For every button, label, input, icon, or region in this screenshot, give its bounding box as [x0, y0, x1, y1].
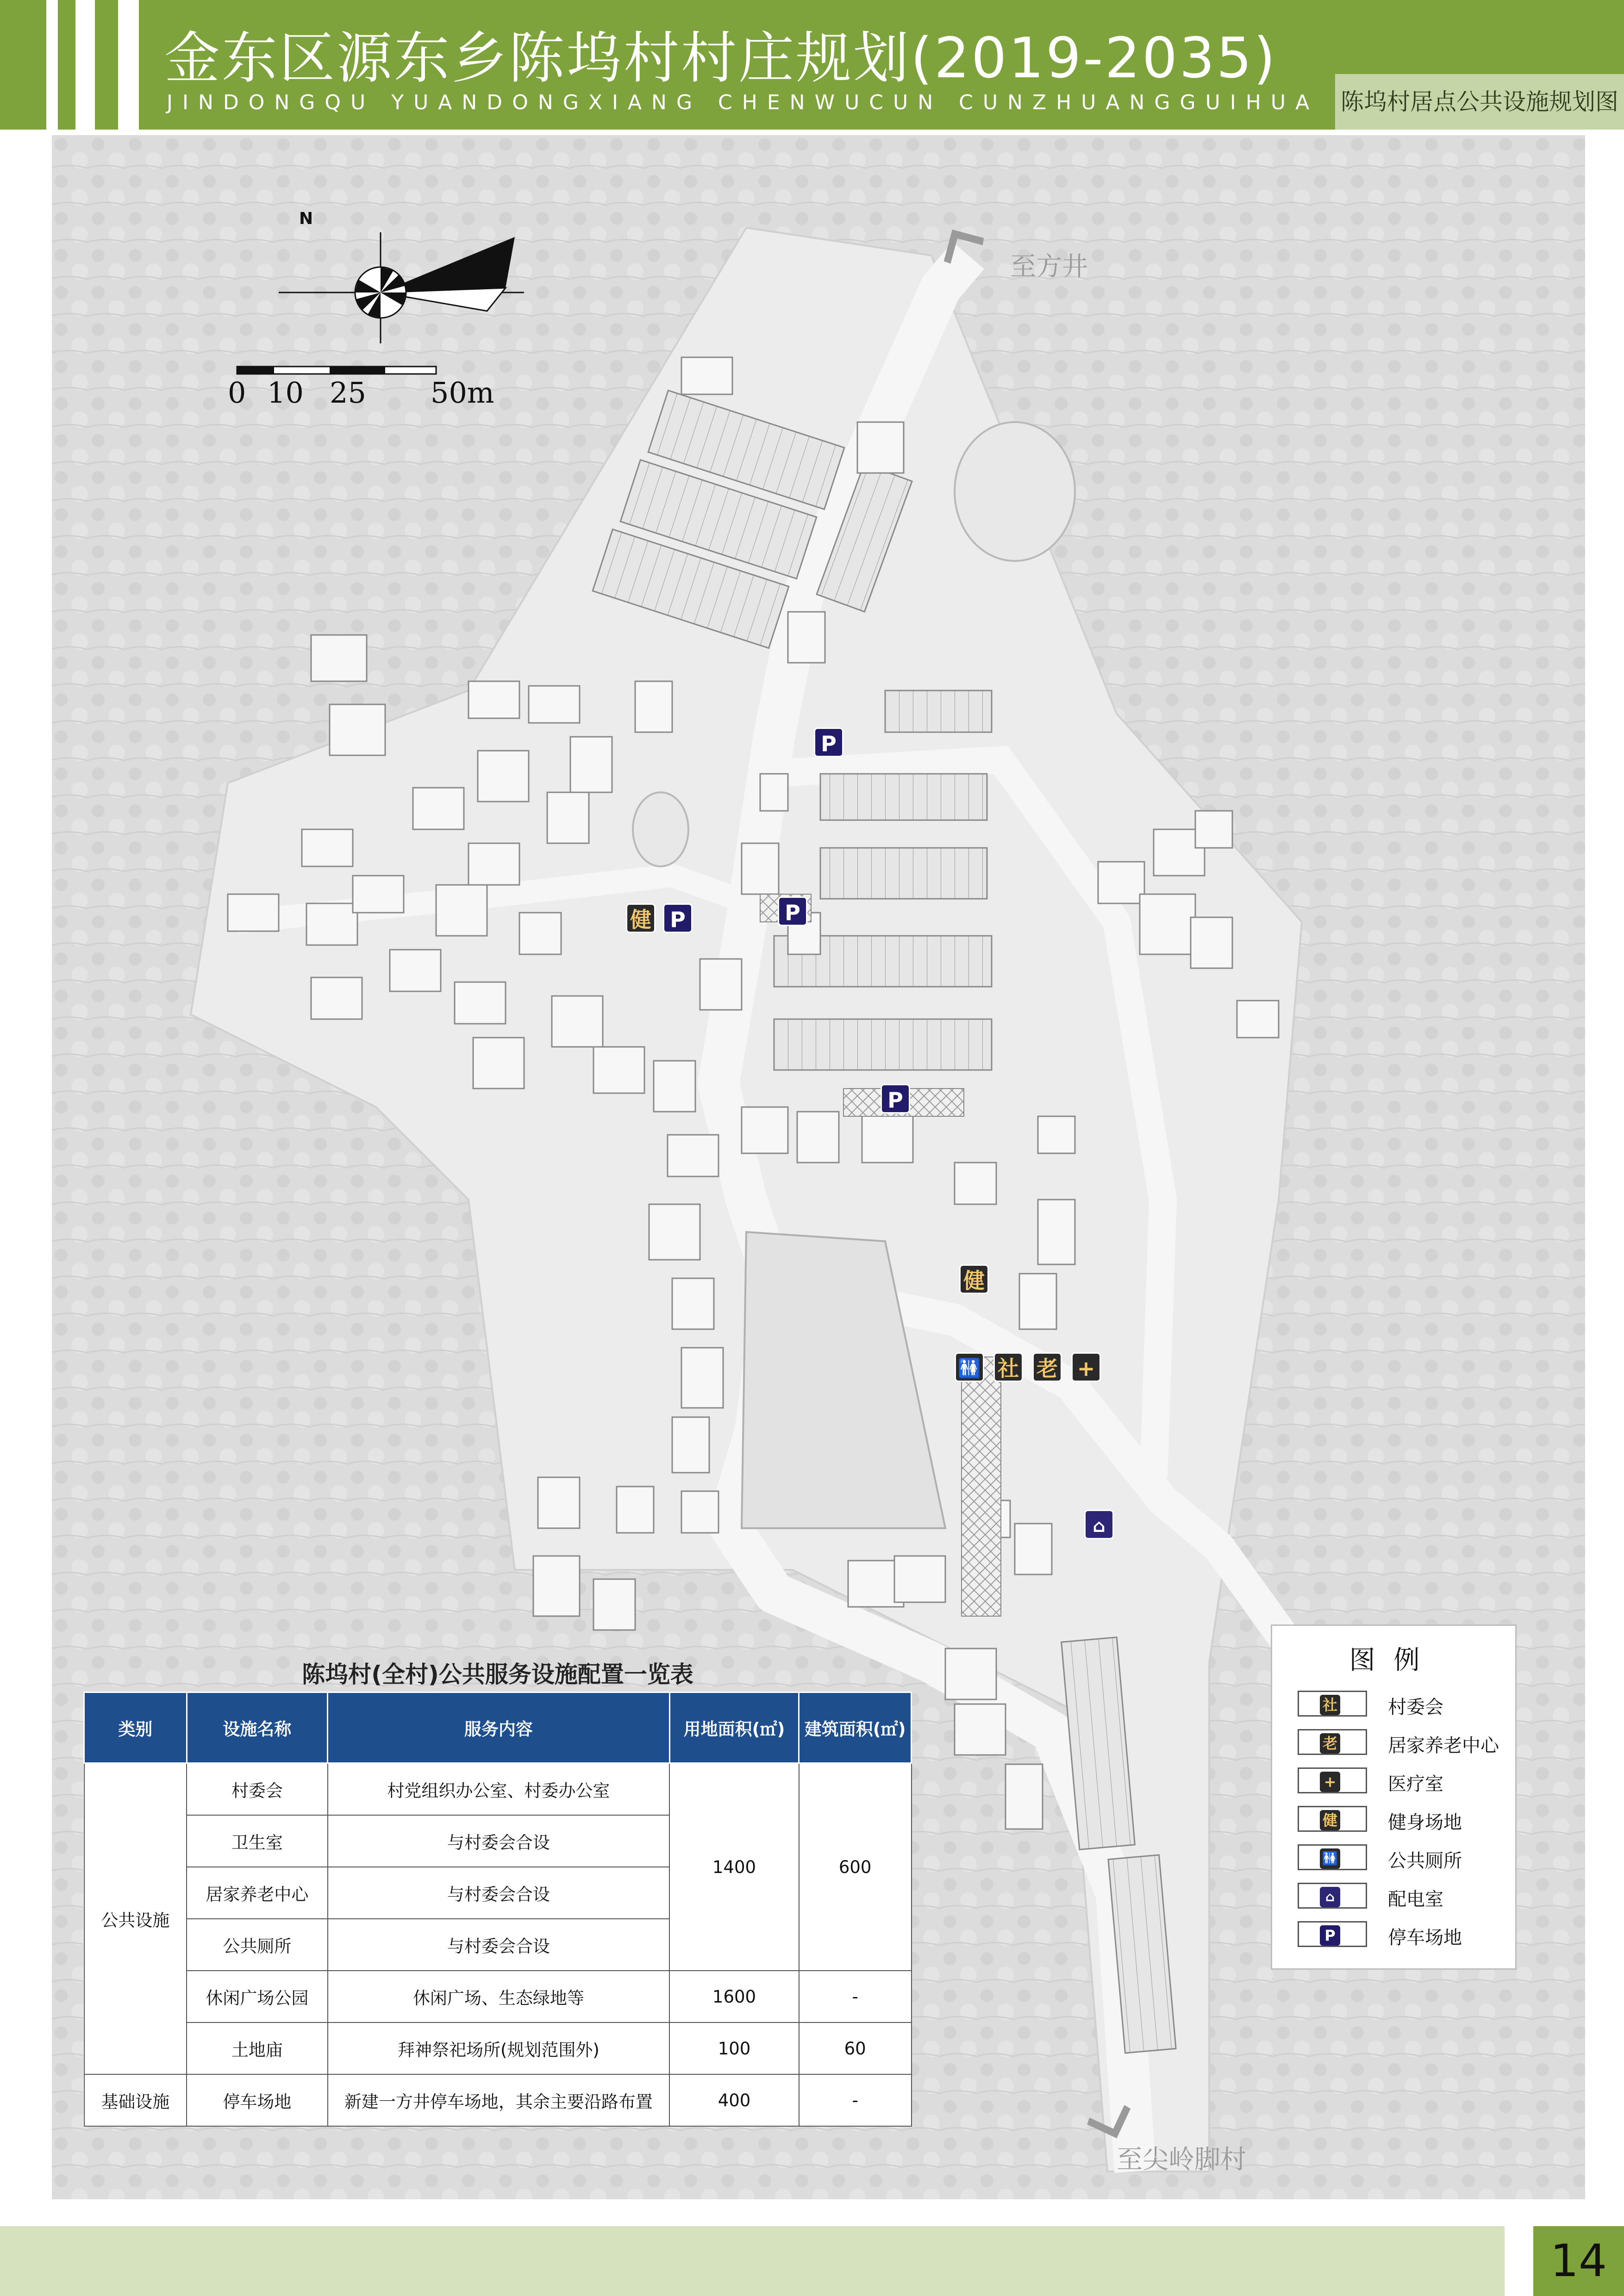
page-header [0, 0, 1624, 130]
parking-icon: P [1320, 1925, 1340, 1946]
facility-name-cell: 休闲广场公园 [187, 1971, 327, 2022]
land-area-cell: 400 [669, 2074, 799, 2126]
scale-bar [237, 367, 436, 374]
facility-name-cell: 居家养老中心 [187, 1867, 327, 1919]
facility-name-cell: 村委会 [187, 1763, 327, 1816]
pond [633, 792, 688, 866]
scale-label: 25 [330, 376, 366, 410]
page-subtitle: JINDONGQU YUANDONGXIANG CHENWUCUN CUNZHUANGGUIHUA [167, 91, 1319, 114]
building-area-cell: - [799, 1971, 912, 2022]
legend-label: 村委会 [1388, 1697, 1443, 1718]
community-icon: 社 [1320, 1695, 1340, 1715]
legend-swatch [1298, 1844, 1367, 1870]
road-label-north: 至方井 [1010, 252, 1088, 282]
fitness-icon: 健 [959, 1264, 989, 1294]
civic-building-yard [962, 1357, 1001, 1616]
footer-band [0, 2226, 1505, 2296]
header-stripe [58, 0, 75, 130]
facility-table [83, 1692, 912, 2127]
map-legend [1271, 1624, 1517, 1970]
column-header: 用地面积(㎡) [669, 1692, 799, 1763]
scale-label: 50m [431, 376, 494, 410]
table-row [84, 2022, 912, 2074]
building-area-cell: - [799, 2074, 912, 2126]
toilet-icon: 🚻 [955, 1352, 984, 1382]
column-header: 服务内容 [328, 1692, 670, 1763]
scale-label: 10 [267, 376, 304, 410]
service-content-cell: 与村委会合设 [328, 1867, 670, 1919]
legend-swatch [1298, 1767, 1367, 1793]
pond [955, 422, 1075, 561]
table-row [84, 1971, 912, 2022]
building-area-cell: 600 [799, 1763, 912, 1971]
power-room-icon: ⌂ [1084, 1510, 1114, 1539]
elderly-center-icon: 老 [1032, 1352, 1062, 1382]
facility-name-cell: 土地庙 [187, 2022, 327, 2074]
header-stripe [0, 0, 46, 130]
parking-icon: P [881, 1084, 910, 1114]
land-area-cell: 1600 [669, 1971, 799, 2022]
table-title: 陈坞村(全村)公共服务设施配置一览表 [302, 1661, 693, 1688]
column-header: 类别 [84, 1692, 187, 1763]
parking-icon: P [778, 896, 807, 926]
service-content-cell: 与村委会合设 [328, 1919, 670, 1971]
header-stripe [95, 0, 118, 130]
road-label-south: 至尖岭脚村 [1117, 2145, 1246, 2175]
fitness-icon: 健 [626, 903, 656, 933]
service-content-cell: 新建一方井停车场地，其余主要沿路布置 [328, 2074, 670, 2126]
legend-label: 健身场地 [1388, 1812, 1462, 1833]
legend-label: 配电室 [1388, 1889, 1443, 1910]
page-number: 14 [1533, 2226, 1624, 2296]
facility-name-cell: 停车场地 [187, 2074, 327, 2126]
category-cell: 公共设施 [84, 1763, 187, 2075]
page-title: 金东区源东乡陈坞村村庄规划(2019-2035) [164, 26, 1277, 91]
table-row [84, 1763, 912, 1816]
toilet-icon: 🚻 [1320, 1848, 1340, 1869]
column-header: 设施名称 [187, 1692, 327, 1763]
legend-swatch [1298, 1729, 1367, 1755]
service-content-cell: 休闲广场、生态绿地等 [328, 1971, 670, 2022]
legend-swatch [1298, 1806, 1367, 1832]
category-cell: 基础设施 [84, 2074, 187, 2126]
table-row [84, 2074, 912, 2126]
community-icon: 社 [993, 1352, 1023, 1382]
legend-label: 停车场地 [1388, 1927, 1462, 1948]
legend-swatch [1298, 1921, 1367, 1947]
legend-label: 医疗室 [1388, 1773, 1443, 1795]
land-area-cell: 100 [669, 2022, 799, 2074]
service-content-cell: 拜神祭祀场所(规划范围外) [328, 2022, 670, 2074]
building-area-cell: 60 [799, 2022, 912, 2074]
table-header-row [84, 1692, 912, 1763]
facility-name-cell: 公共厕所 [187, 1919, 327, 1971]
column-header: 建筑面积(㎡) [799, 1692, 912, 1763]
service-content-cell: 村党组织办公室、村委办公室 [328, 1763, 670, 1816]
legend-swatch [1298, 1883, 1367, 1909]
legend-title: 图例 [1349, 1645, 1438, 1675]
land-area-cell: 1400 [669, 1763, 799, 1971]
service-content-cell: 与村委会合设 [328, 1815, 670, 1867]
legend-swatch [1298, 1691, 1367, 1717]
elderly-center-icon: 老 [1320, 1733, 1340, 1754]
facility-name-cell: 卫生室 [187, 1815, 327, 1867]
north-label: N [299, 209, 313, 228]
parking-icon: P [814, 728, 843, 757]
parking-icon: P [663, 903, 693, 933]
sheet-name: 陈坞村居点公共设施规划图 [1335, 74, 1624, 130]
scale-label: 0 [228, 376, 246, 410]
fitness-icon: 健 [1320, 1810, 1340, 1830]
medical-icon: + [1320, 1772, 1340, 1792]
medical-icon: + [1071, 1352, 1101, 1382]
power-room-icon: ⌂ [1320, 1887, 1340, 1907]
legend-label: 公共厕所 [1388, 1850, 1462, 1872]
legend-label: 居家养老中心 [1388, 1735, 1499, 1756]
